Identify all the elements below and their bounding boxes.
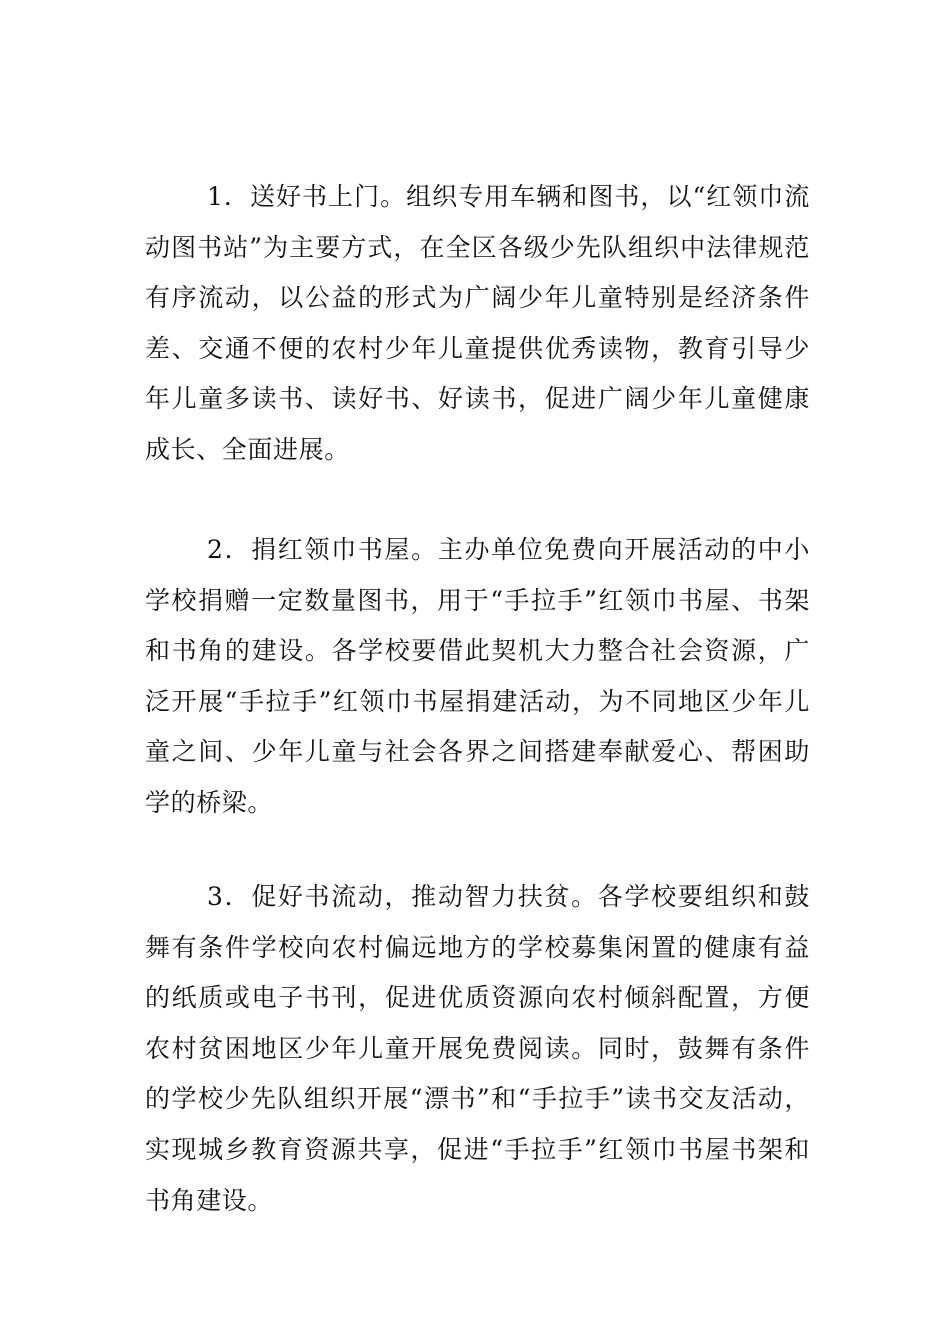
paragraph-1: 1．送好书上门。组织专用车辆和图书，以“红领巾流动图书站”为主要方式，在全区各级少先队组织中法律规范有序流动，以公益的形式为广阔少年儿童特别是经济条件差、交通不便的农村少年儿童提供优秀读物，教育引导少年儿童多读书、读好书、好读书，促进广阔少年儿童健康成长、全面进展。 (145, 182, 810, 464)
paragraph-2: 2．捐红领巾书屋。主办单位免费向开展活动的中小学校捐赠一定数量图书，用于“手拉手”红领巾书屋、书架和书角的建设。各学校要借此契机大力整合社会资源，广泛开展“手拉手”红领巾书屋捐建活动，为不同地区少年儿童之间、少年儿童与社会各界之间搭建奉献爱心、帮困助学的桥梁。 (145, 535, 810, 817)
paragraph-3: 3．促好书流动，推动智力扶贫。各学校要组织和鼓舞有条件学校向农村偏远地方的学校募集闲置的健康有益的纸质或电子书刊，促进优质资源向农村倾斜配置，方便农村贫困地区少年儿童开展免费阅读。同时，鼓舞有条件的学校少先队组织开展“漂书”和“手拉手”读书交友活动，实现城乡教育资源共享，促进“手拉手”红领巾书屋书架和书角建设。 (145, 882, 810, 1215)
